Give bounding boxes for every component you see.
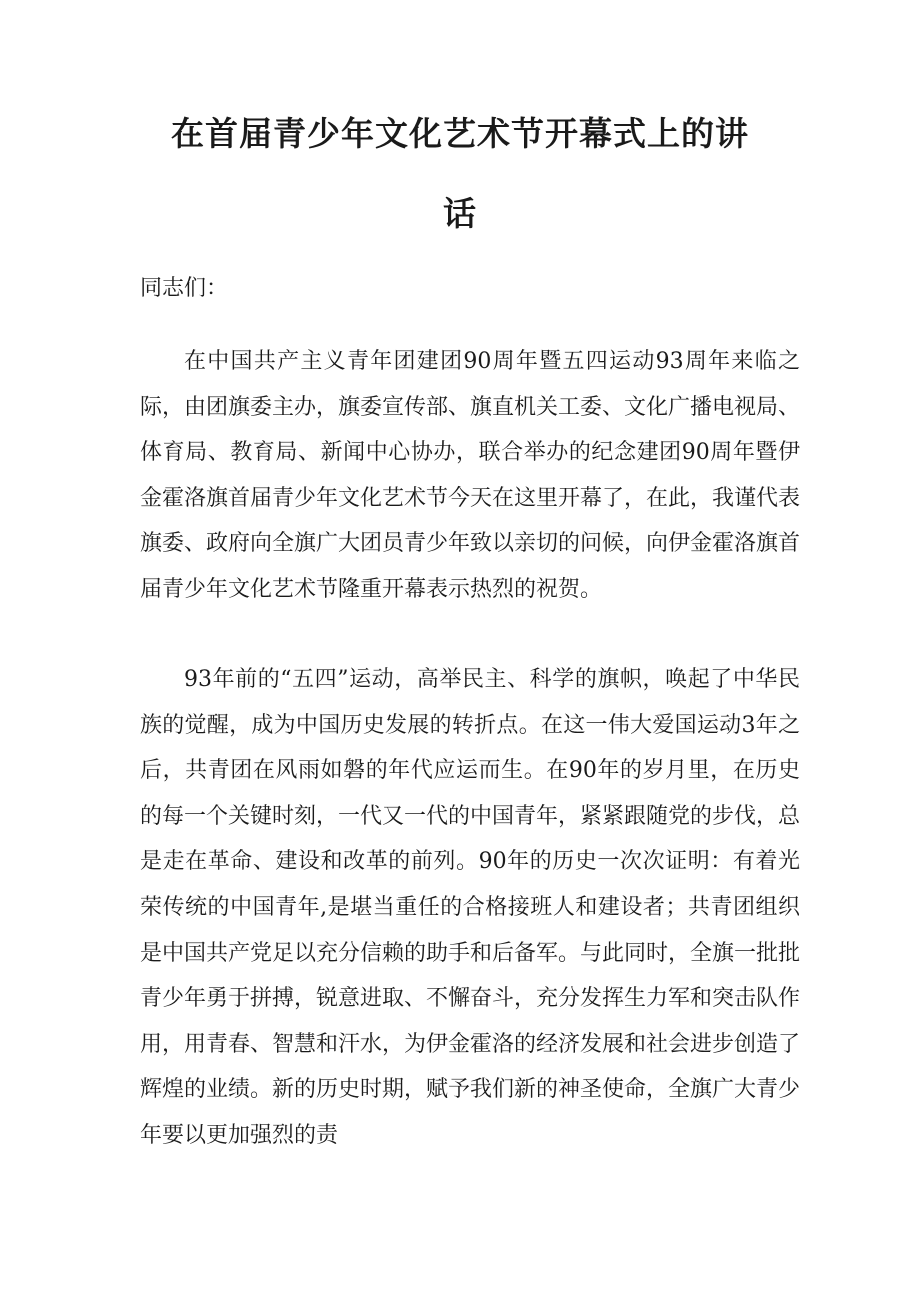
document-title-line-2: 话 bbox=[443, 194, 477, 233]
document-title-line-1: 在首届青少年文化艺术节开幕式上的讲 bbox=[171, 114, 749, 153]
salutation: 同志们： bbox=[140, 276, 229, 301]
paragraph-1: 在中国共产主义青年团建团90周年暨五四运动93周年来临之际，由团旗委主办，旗委宣传部、旗直机关工委、文化广播电视局、体育局、教育局、新闻中心协办，联合举办的纪念建团90周年暨伊金霍洛旗首届青少年文化艺术节今天在这里开幕了，在此，我谨代表旗委、政府向全旗广大团员青少年致以亲切的问候，向伊金霍洛旗首届青少年文化艺术节隆重开幕表示热烈的祝贺。 bbox=[140, 349, 801, 602]
paragraph-2: 93年前的“五四”运动，高举民主、科学的旗帜，唤起了中华民族的觉醒，成为中国历史发展的转折点。在这一伟大爱国运动3年之后，共青团在风雨如磐的年代应运而生。在90年的岁月里，在历史的每一个关键时刻，一代又一代的中国青年，紧紧跟随党的步伐，总是走在革命、建设和改革的前列。90年的历史一次次证明：有着光荣传统的中国青年,是堪当重任的合格接班人和建设者；共青团组织是中国共产党足以充分信赖的助手和后备军。与此同时，全旗一批批青少年勇于拼搏，锐意进取、不懈奋斗，充分发挥生力军和突击队作用，用青春、智慧和汗水，为伊金霍洛的经济发展和社会进步创造了辉煌的业绩。新的历史时期，赋予我们新的神圣使命，全旗广大青少年要以更加强烈的责 bbox=[140, 667, 801, 1148]
